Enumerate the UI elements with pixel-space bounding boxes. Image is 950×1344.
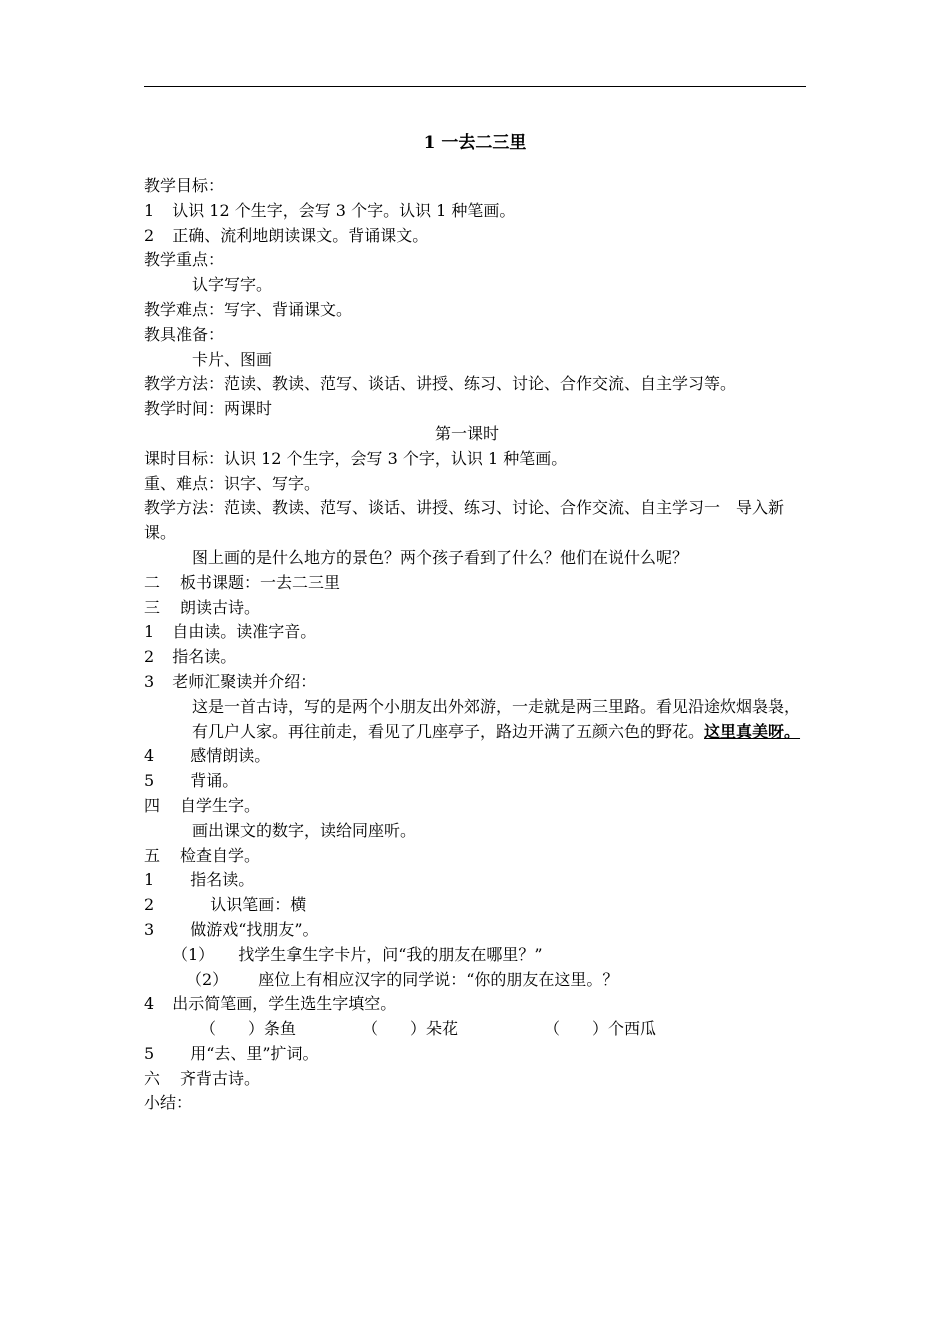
step-six: 六 齐背古诗。 <box>144 1068 261 1088</box>
lesson-key-line: 重、难点：识字、写字。 <box>144 473 321 493</box>
fill-blank-fish: （ ）条鱼 <box>200 1019 297 1039</box>
check-item-1: 1 指名读。 <box>144 870 255 890</box>
summary-heading: 小结： <box>144 1093 193 1113</box>
methods-line: 教学方法：范读、教读、范写、谈话、讲授、练习、讨论、合作交流、自主学习等。 <box>144 374 737 394</box>
difficulties-line: 教学难点：写字、背诵课文。 <box>144 299 353 319</box>
read-item-3: 3 老师汇聚读并介绍： <box>144 671 317 691</box>
emphasized-phrase: 这里真美呀。 <box>704 721 801 741</box>
read-item-4: 4 感情朗读。 <box>144 746 271 766</box>
step-five: 五 检查自学。 <box>144 845 261 865</box>
check-item-2: 2 认识笔画：横 <box>144 895 307 915</box>
read-item-1: 1 自由读。读准字音。 <box>144 622 317 642</box>
check-item-5: 5 用“去、里”扩词。 <box>144 1043 319 1063</box>
self-study-text: 画出课文的数字，读给同座听。 <box>192 820 417 840</box>
lesson-one-heading: 第一课时 <box>434 423 499 443</box>
read-item-2: 2 指名读。 <box>144 647 237 667</box>
fill-blank-watermelon: （ ）个西瓜 <box>544 1019 657 1039</box>
goal-item-1: 1 认识 12 个生字，会写 3 个字。认识 1 种笔画。 <box>144 200 516 220</box>
check-item-4: 4 出示简笔画，学生选生字填空。 <box>144 994 397 1014</box>
poem-introduction: 这是一首古诗，写的是两个小朋友出外郊游，一走就是两三里路。看见沿途炊烟袅袅，有几户人家。再往前走，看见了几座亭子，路边开满了五颜六色的野花。这里真美呀。 <box>192 696 801 741</box>
key-points-text: 认字写字。 <box>192 275 273 295</box>
read-item-5: 5 背诵。 <box>144 771 239 791</box>
lesson-methods-line: 教学方法：范读、教读、范写、谈话、讲授、练习、讨论、合作交流、自主学习一 导入新课。 <box>144 498 785 543</box>
step-three: 三 朗读古诗。 <box>144 597 261 617</box>
heading-key-points: 教学重点： <box>144 250 225 270</box>
fill-blank-row <box>144 1017 806 1042</box>
game-step-1: （1） 找学生拿生字卡片，问“我的朋友在哪里？” <box>172 944 543 964</box>
heading-teaching-goals: 教学目标： <box>144 176 225 195</box>
materials-text: 卡片、图画 <box>192 349 273 369</box>
header-rule <box>144 86 806 87</box>
page-title: 1 一去二三里 <box>423 133 527 153</box>
check-item-3: 3 做游戏“找朋友”。 <box>144 919 319 939</box>
time-line: 教学时间：两课时 <box>144 399 273 419</box>
fill-blank-flower: （ ）朵花 <box>362 1019 459 1039</box>
game-step-2: （2） 座位上有相应汉字的同学说：“你的朋友在这里。？ <box>186 969 619 989</box>
step-two: 二 板书课题：一去二三里 <box>144 572 341 592</box>
step-four: 四 自学生字。 <box>144 795 261 815</box>
intro-question: 图上画的是什么地方的景色？两个孩子看到了什么？他们在说什么呢？ <box>192 547 689 567</box>
heading-materials: 教具准备： <box>144 324 225 344</box>
lesson-goal-line: 课时目标：认识 12 个生字，会写 3 个字，认识 1 种笔画。 <box>144 448 568 468</box>
document-body <box>144 174 806 1116</box>
goal-item-2: 2 正确、流利地朗读课文。背诵课文。 <box>144 225 429 245</box>
